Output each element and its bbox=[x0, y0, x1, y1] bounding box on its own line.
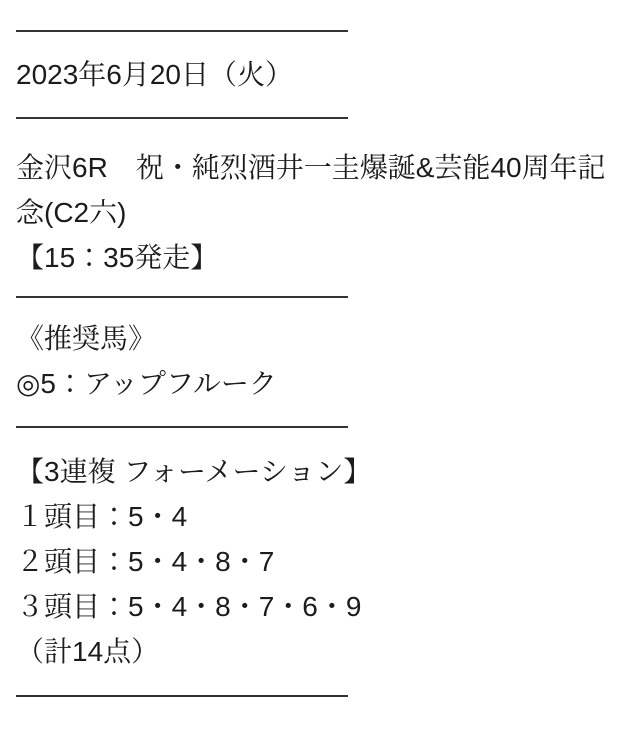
divider-bottom bbox=[16, 695, 348, 697]
race-section bbox=[16, 145, 624, 280]
recommendation-pick: ◎5：アップフルーク bbox=[16, 368, 277, 399]
formation-row-3: ３頭目：5・4・8・7・6・9 bbox=[16, 591, 362, 622]
formation-row-2: ２頭目：5・4・8・7 bbox=[16, 546, 275, 577]
date-text: 2023年6月20日（火） bbox=[16, 59, 294, 90]
page bbox=[0, 30, 640, 745]
formation-section bbox=[16, 449, 624, 674]
divider-top bbox=[16, 30, 348, 32]
race-start-time: 【15：35発走】 bbox=[16, 242, 219, 273]
recommendation-heading: 《推奨馬》 bbox=[16, 323, 157, 354]
race-title: 金沢6R 祝・純烈酒井一圭爆誕&芸能40周年記念(C2六) bbox=[16, 152, 606, 228]
divider bbox=[16, 296, 348, 298]
recommendation-section bbox=[16, 316, 624, 406]
divider bbox=[16, 426, 348, 428]
formation-total: （計14点） bbox=[16, 636, 160, 667]
formation-row-1: １頭目：5・4 bbox=[16, 501, 188, 532]
formation-heading: 【3連複 フォーメーション】 bbox=[16, 456, 372, 487]
divider bbox=[16, 117, 348, 119]
date-section bbox=[16, 52, 624, 97]
